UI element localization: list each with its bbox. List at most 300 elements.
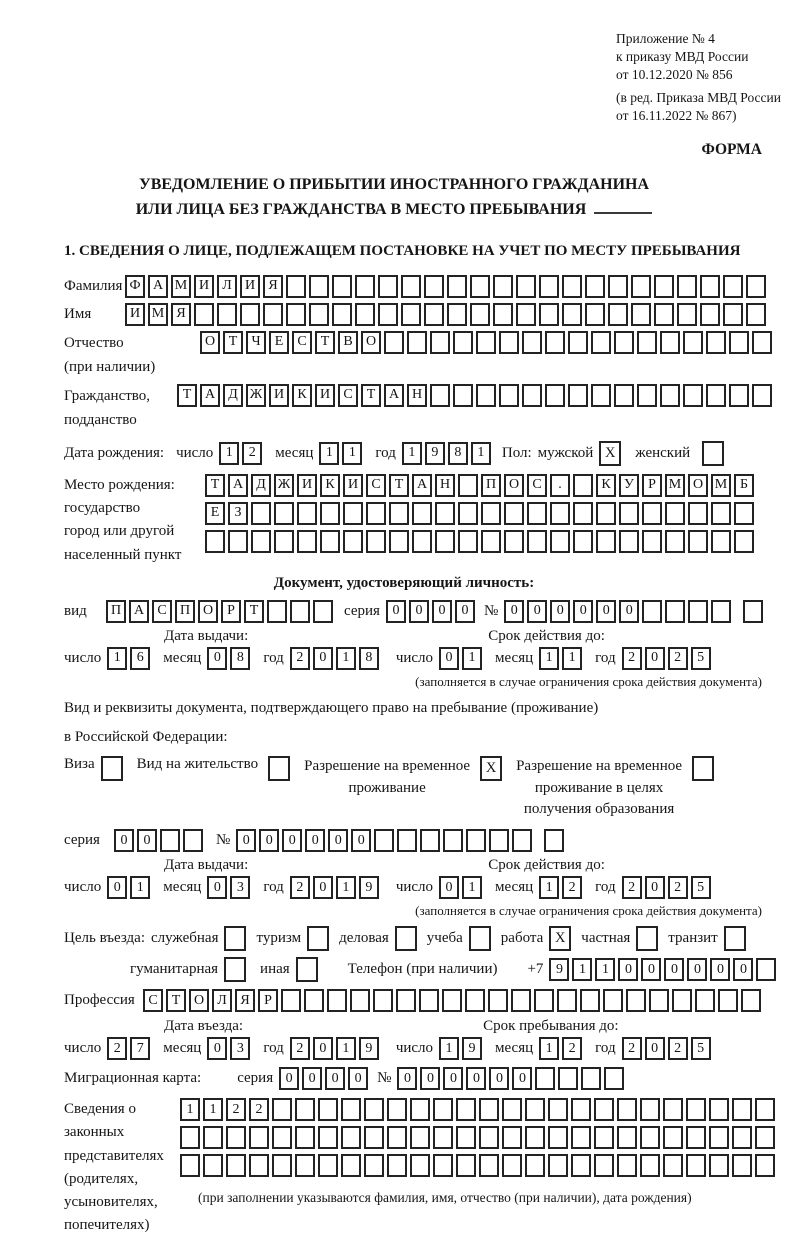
form-cell[interactable] [562, 303, 582, 326]
form-cell[interactable]: 6 [130, 647, 150, 670]
form-cell[interactable]: Р [258, 989, 278, 1012]
form-cell[interactable] [502, 1154, 522, 1177]
form-cell[interactable] [433, 1098, 453, 1121]
form-cell[interactable] [640, 1126, 660, 1149]
form-cell[interactable] [295, 1154, 315, 1177]
form-cell[interactable] [366, 530, 386, 553]
form-cell[interactable]: О [361, 331, 381, 354]
form-cell[interactable]: М [665, 474, 685, 497]
form-cell[interactable] [309, 303, 329, 326]
form-cell[interactable] [180, 1126, 200, 1149]
form-cell[interactable] [412, 530, 432, 553]
form-cell[interactable] [729, 331, 749, 354]
form-cell[interactable]: 0 [443, 1067, 463, 1090]
form-cell[interactable] [665, 502, 685, 525]
form-cell[interactable]: 0 [313, 647, 333, 670]
form-cell[interactable]: 2 [242, 442, 262, 465]
form-cell[interactable] [654, 275, 674, 298]
form-cell[interactable] [297, 502, 317, 525]
form-cell[interactable] [591, 384, 611, 407]
form-cell[interactable] [205, 530, 225, 553]
form-cell[interactable] [637, 384, 657, 407]
form-cell[interactable] [309, 275, 329, 298]
form-cell[interactable] [614, 331, 634, 354]
form-cell[interactable] [723, 303, 743, 326]
form-cell[interactable] [387, 1098, 407, 1121]
form-cell[interactable]: И [240, 275, 260, 298]
form-cell[interactable]: С [338, 384, 358, 407]
form-cell[interactable]: 1 [402, 442, 422, 465]
form-cell[interactable] [281, 989, 301, 1012]
form-cell[interactable]: 1 [107, 647, 127, 670]
form-cell[interactable] [435, 502, 455, 525]
form-cell[interactable]: О [200, 331, 220, 354]
form-cell[interactable] [683, 384, 703, 407]
purpose-commercial-checkbox[interactable] [395, 926, 417, 951]
form-cell[interactable] [479, 1126, 499, 1149]
form-cell[interactable]: 8 [359, 647, 379, 670]
form-cell[interactable]: С [366, 474, 386, 497]
form-cell[interactable]: 1 [219, 442, 239, 465]
form-cell[interactable]: Т [389, 474, 409, 497]
form-cell[interactable]: Л [217, 275, 237, 298]
form-cell[interactable] [642, 530, 662, 553]
form-cell[interactable]: 0 [710, 958, 730, 981]
form-cell[interactable]: 0 [645, 1037, 665, 1060]
form-cell[interactable]: О [198, 600, 218, 623]
form-cell[interactable]: 0 [550, 600, 570, 623]
form-cell[interactable] [304, 989, 324, 1012]
form-cell[interactable] [527, 530, 547, 553]
form-cell[interactable]: 0 [259, 829, 279, 852]
form-cell[interactable] [366, 502, 386, 525]
form-cell[interactable]: С [143, 989, 163, 1012]
form-cell[interactable]: М [171, 275, 191, 298]
form-cell[interactable]: К [596, 474, 616, 497]
form-cell[interactable] [573, 530, 593, 553]
form-cell[interactable]: О [189, 989, 209, 1012]
form-cell[interactable] [571, 1098, 591, 1121]
form-cell[interactable] [709, 1098, 729, 1121]
form-cell[interactable]: 2 [107, 1037, 127, 1060]
form-cell[interactable] [596, 530, 616, 553]
form-cell[interactable] [665, 530, 685, 553]
form-cell[interactable] [723, 275, 743, 298]
form-cell[interactable]: 1 [462, 876, 482, 899]
form-cell[interactable] [548, 1154, 568, 1177]
form-cell[interactable]: Е [205, 502, 225, 525]
form-cell[interactable] [557, 989, 577, 1012]
form-cell[interactable] [700, 303, 720, 326]
form-cell[interactable] [160, 829, 180, 852]
form-cell[interactable]: 0 [305, 829, 325, 852]
form-cell[interactable]: П [481, 474, 501, 497]
form-cell[interactable] [453, 331, 473, 354]
form-cell[interactable]: 9 [462, 1037, 482, 1060]
purpose-private-checkbox[interactable] [636, 926, 658, 951]
form-cell[interactable]: 2 [249, 1098, 269, 1121]
form-cell[interactable]: 1 [336, 876, 356, 899]
form-cell[interactable] [479, 1098, 499, 1121]
form-cell[interactable]: 5 [691, 876, 711, 899]
form-cell[interactable] [410, 1126, 430, 1149]
form-cell[interactable] [481, 502, 501, 525]
sex-male-checkbox[interactable]: X [599, 441, 621, 466]
form-cell[interactable]: 0 [348, 1067, 368, 1090]
form-cell[interactable] [226, 1154, 246, 1177]
form-cell[interactable] [272, 1154, 292, 1177]
form-cell[interactable]: Т [166, 989, 186, 1012]
form-cell[interactable]: У [619, 474, 639, 497]
form-cell[interactable] [660, 384, 680, 407]
form-cell[interactable]: 0 [313, 1037, 333, 1060]
form-cell[interactable]: 0 [512, 1067, 532, 1090]
form-cell[interactable] [389, 502, 409, 525]
form-cell[interactable] [458, 474, 478, 497]
form-cell[interactable]: 0 [641, 958, 661, 981]
form-cell[interactable]: 0 [207, 876, 227, 899]
form-cell[interactable] [341, 1154, 361, 1177]
form-cell[interactable]: 9 [359, 876, 379, 899]
form-cell[interactable]: А [148, 275, 168, 298]
form-cell[interactable] [568, 384, 588, 407]
form-cell[interactable] [516, 275, 536, 298]
form-cell[interactable]: 0 [618, 958, 638, 981]
form-cell[interactable] [313, 600, 333, 623]
form-cell[interactable] [343, 502, 363, 525]
form-cell[interactable] [274, 502, 294, 525]
form-cell[interactable]: Л [212, 989, 232, 1012]
form-cell[interactable]: 1 [572, 958, 592, 981]
purpose-humanitarian-checkbox[interactable] [224, 957, 246, 982]
form-cell[interactable]: С [527, 474, 547, 497]
form-cell[interactable]: 7 [130, 1037, 150, 1060]
form-cell[interactable] [447, 275, 467, 298]
form-cell[interactable]: М [148, 303, 168, 326]
form-cell[interactable] [755, 1126, 775, 1149]
form-cell[interactable] [364, 1098, 384, 1121]
purpose-work-checkbox[interactable]: X [549, 926, 571, 951]
form-cell[interactable] [389, 530, 409, 553]
residence-permit-checkbox[interactable] [268, 756, 290, 781]
form-cell[interactable] [332, 303, 352, 326]
form-cell[interactable]: Я [171, 303, 191, 326]
form-cell[interactable] [581, 1067, 601, 1090]
form-cell[interactable]: 2 [622, 647, 642, 670]
form-cell[interactable] [677, 275, 697, 298]
form-cell[interactable]: А [129, 600, 149, 623]
form-cell[interactable] [752, 384, 772, 407]
form-cell[interactable] [525, 1154, 545, 1177]
form-cell[interactable] [424, 303, 444, 326]
form-cell[interactable] [695, 989, 715, 1012]
form-cell[interactable]: П [106, 600, 126, 623]
form-cell[interactable]: 0 [397, 1067, 417, 1090]
form-cell[interactable]: 0 [420, 1067, 440, 1090]
form-cell[interactable] [591, 331, 611, 354]
form-cell[interactable] [548, 1126, 568, 1149]
form-cell[interactable] [686, 1154, 706, 1177]
form-cell[interactable] [226, 1126, 246, 1149]
form-cell[interactable]: И [194, 275, 214, 298]
form-cell[interactable] [458, 530, 478, 553]
form-cell[interactable]: 0 [527, 600, 547, 623]
form-cell[interactable]: 2 [622, 876, 642, 899]
form-cell[interactable] [746, 275, 766, 298]
form-cell[interactable]: А [384, 384, 404, 407]
form-cell[interactable] [571, 1154, 591, 1177]
form-cell[interactable] [709, 1126, 729, 1149]
form-cell[interactable]: М [711, 474, 731, 497]
form-cell[interactable] [396, 989, 416, 1012]
form-cell[interactable]: З [228, 502, 248, 525]
form-cell[interactable]: 0 [313, 876, 333, 899]
form-cell[interactable]: 0 [573, 600, 593, 623]
form-cell[interactable] [502, 1126, 522, 1149]
form-cell[interactable] [709, 1154, 729, 1177]
form-cell[interactable] [194, 303, 214, 326]
form-cell[interactable] [654, 303, 674, 326]
form-cell[interactable]: 0 [596, 600, 616, 623]
form-cell[interactable]: 1 [539, 647, 559, 670]
form-cell[interactable] [249, 1154, 269, 1177]
form-cell[interactable] [522, 331, 542, 354]
form-cell[interactable]: 1 [439, 1037, 459, 1060]
form-cell[interactable] [640, 1098, 660, 1121]
form-cell[interactable]: 0 [455, 600, 475, 623]
form-cell[interactable] [327, 989, 347, 1012]
form-cell[interactable] [286, 303, 306, 326]
form-cell[interactable]: 0 [386, 600, 406, 623]
form-cell[interactable]: Р [221, 600, 241, 623]
form-cell[interactable] [407, 331, 427, 354]
form-cell[interactable]: 0 [439, 647, 459, 670]
form-cell[interactable] [700, 275, 720, 298]
form-cell[interactable]: 0 [328, 829, 348, 852]
form-cell[interactable] [594, 1126, 614, 1149]
form-cell[interactable] [453, 384, 473, 407]
sex-female-checkbox[interactable] [702, 441, 724, 466]
form-cell[interactable] [442, 989, 462, 1012]
form-cell[interactable] [550, 530, 570, 553]
form-cell[interactable] [466, 829, 486, 852]
form-cell[interactable] [465, 989, 485, 1012]
form-cell[interactable] [318, 1154, 338, 1177]
form-cell[interactable] [516, 303, 536, 326]
form-cell[interactable] [443, 829, 463, 852]
form-cell[interactable]: Ж [246, 384, 266, 407]
form-cell[interactable] [550, 502, 570, 525]
form-cell[interactable] [412, 502, 432, 525]
form-cell[interactable] [548, 1098, 568, 1121]
form-cell[interactable] [746, 303, 766, 326]
form-cell[interactable]: 9 [549, 958, 569, 981]
form-cell[interactable]: 1 [462, 647, 482, 670]
form-cell[interactable] [341, 1126, 361, 1149]
form-cell[interactable]: 3 [230, 1037, 250, 1060]
form-cell[interactable] [318, 1098, 338, 1121]
form-cell[interactable] [364, 1154, 384, 1177]
form-cell[interactable] [456, 1154, 476, 1177]
form-cell[interactable] [626, 989, 646, 1012]
form-cell[interactable] [476, 331, 496, 354]
form-cell[interactable]: 0 [439, 876, 459, 899]
form-cell[interactable] [458, 502, 478, 525]
form-cell[interactable]: 1 [180, 1098, 200, 1121]
form-cell[interactable] [387, 1154, 407, 1177]
form-cell[interactable] [732, 1154, 752, 1177]
form-cell[interactable] [420, 829, 440, 852]
form-cell[interactable] [568, 331, 588, 354]
form-cell[interactable] [631, 303, 651, 326]
form-cell[interactable] [688, 502, 708, 525]
form-cell[interactable]: Т [205, 474, 225, 497]
form-cell[interactable] [476, 384, 496, 407]
form-cell[interactable]: И [269, 384, 289, 407]
form-cell[interactable] [456, 1098, 476, 1121]
form-cell[interactable] [433, 1126, 453, 1149]
form-cell[interactable]: 1 [203, 1098, 223, 1121]
form-cell[interactable]: Н [407, 384, 427, 407]
form-cell[interactable]: А [412, 474, 432, 497]
form-cell[interactable]: 1 [539, 876, 559, 899]
form-cell[interactable]: 2 [668, 647, 688, 670]
form-cell[interactable]: 0 [645, 647, 665, 670]
form-cell[interactable]: Т [361, 384, 381, 407]
form-cell[interactable]: 0 [432, 600, 452, 623]
form-cell[interactable]: 5 [691, 1037, 711, 1060]
form-cell[interactable] [318, 1126, 338, 1149]
form-cell[interactable]: Ж [274, 474, 294, 497]
form-cell[interactable] [585, 275, 605, 298]
form-cell[interactable] [619, 530, 639, 553]
form-cell[interactable] [594, 1098, 614, 1121]
form-cell[interactable] [504, 502, 524, 525]
form-cell[interactable]: 2 [622, 1037, 642, 1060]
form-cell[interactable] [249, 1126, 269, 1149]
form-cell[interactable] [397, 829, 417, 852]
form-cell[interactable]: 0 [107, 876, 127, 899]
form-cell[interactable] [573, 474, 593, 497]
form-cell[interactable]: Т [177, 384, 197, 407]
form-cell[interactable] [320, 502, 340, 525]
form-cell[interactable]: 1 [595, 958, 615, 981]
form-cell[interactable] [711, 600, 731, 623]
form-cell[interactable] [251, 530, 271, 553]
form-cell[interactable] [481, 530, 501, 553]
form-cell[interactable] [522, 384, 542, 407]
form-cell[interactable]: 1 [471, 442, 491, 465]
form-cell[interactable] [617, 1154, 637, 1177]
form-cell[interactable] [677, 303, 697, 326]
form-cell[interactable] [343, 530, 363, 553]
form-cell[interactable] [297, 530, 317, 553]
form-cell[interactable] [493, 303, 513, 326]
form-cell[interactable] [295, 1126, 315, 1149]
form-cell[interactable] [401, 275, 421, 298]
form-cell[interactable]: 0 [409, 600, 429, 623]
form-cell[interactable]: 1 [342, 442, 362, 465]
form-cell[interactable] [631, 275, 651, 298]
form-cell[interactable] [499, 331, 519, 354]
form-cell[interactable] [447, 303, 467, 326]
form-cell[interactable]: 1 [319, 442, 339, 465]
form-cell[interactable] [410, 1154, 430, 1177]
form-cell[interactable] [603, 989, 623, 1012]
form-cell[interactable]: 0 [619, 600, 639, 623]
form-cell[interactable] [470, 275, 490, 298]
form-cell[interactable] [637, 331, 657, 354]
form-cell[interactable]: 0 [645, 876, 665, 899]
form-cell[interactable] [525, 1126, 545, 1149]
form-cell[interactable]: К [320, 474, 340, 497]
form-cell[interactable] [493, 275, 513, 298]
form-cell[interactable] [430, 331, 450, 354]
purpose-other-checkbox[interactable] [296, 957, 318, 982]
form-cell[interactable]: 3 [230, 876, 250, 899]
form-cell[interactable] [688, 530, 708, 553]
form-cell[interactable]: 2 [668, 1037, 688, 1060]
form-cell[interactable] [756, 958, 776, 981]
form-cell[interactable]: 0 [504, 600, 524, 623]
form-cell[interactable] [604, 1067, 624, 1090]
form-cell[interactable] [263, 303, 283, 326]
form-cell[interactable] [374, 829, 394, 852]
form-cell[interactable]: Д [251, 474, 271, 497]
form-cell[interactable] [614, 384, 634, 407]
form-cell[interactable] [286, 275, 306, 298]
form-cell[interactable] [401, 303, 421, 326]
form-cell[interactable]: 0 [489, 1067, 509, 1090]
form-cell[interactable] [642, 600, 662, 623]
form-cell[interactable]: 2 [290, 647, 310, 670]
form-cell[interactable]: 1 [539, 1037, 559, 1060]
form-cell[interactable] [544, 829, 564, 852]
form-cell[interactable] [683, 331, 703, 354]
form-cell[interactable]: 0 [279, 1067, 299, 1090]
form-cell[interactable]: 0 [664, 958, 684, 981]
form-cell[interactable] [734, 530, 754, 553]
form-cell[interactable]: И [315, 384, 335, 407]
form-cell[interactable] [649, 989, 669, 1012]
form-cell[interactable] [729, 384, 749, 407]
form-cell[interactable] [332, 275, 352, 298]
form-cell[interactable]: 5 [691, 647, 711, 670]
form-cell[interactable] [479, 1154, 499, 1177]
form-cell[interactable] [686, 1126, 706, 1149]
form-cell[interactable]: 2 [290, 1037, 310, 1060]
purpose-transit-checkbox[interactable] [724, 926, 746, 951]
form-cell[interactable]: К [292, 384, 312, 407]
form-cell[interactable] [663, 1154, 683, 1177]
form-cell[interactable] [732, 1098, 752, 1121]
purpose-business-checkbox[interactable] [224, 926, 246, 951]
form-cell[interactable] [341, 1098, 361, 1121]
form-cell[interactable] [373, 989, 393, 1012]
form-cell[interactable] [580, 989, 600, 1012]
form-cell[interactable] [752, 331, 772, 354]
form-cell[interactable]: С [292, 331, 312, 354]
form-cell[interactable]: 1 [130, 876, 150, 899]
form-cell[interactable]: 0 [325, 1067, 345, 1090]
form-cell[interactable] [203, 1126, 223, 1149]
form-cell[interactable] [433, 1154, 453, 1177]
form-cell[interactable] [387, 1126, 407, 1149]
form-cell[interactable]: 2 [562, 876, 582, 899]
form-cell[interactable] [228, 530, 248, 553]
form-cell[interactable] [539, 275, 559, 298]
form-cell[interactable] [274, 530, 294, 553]
